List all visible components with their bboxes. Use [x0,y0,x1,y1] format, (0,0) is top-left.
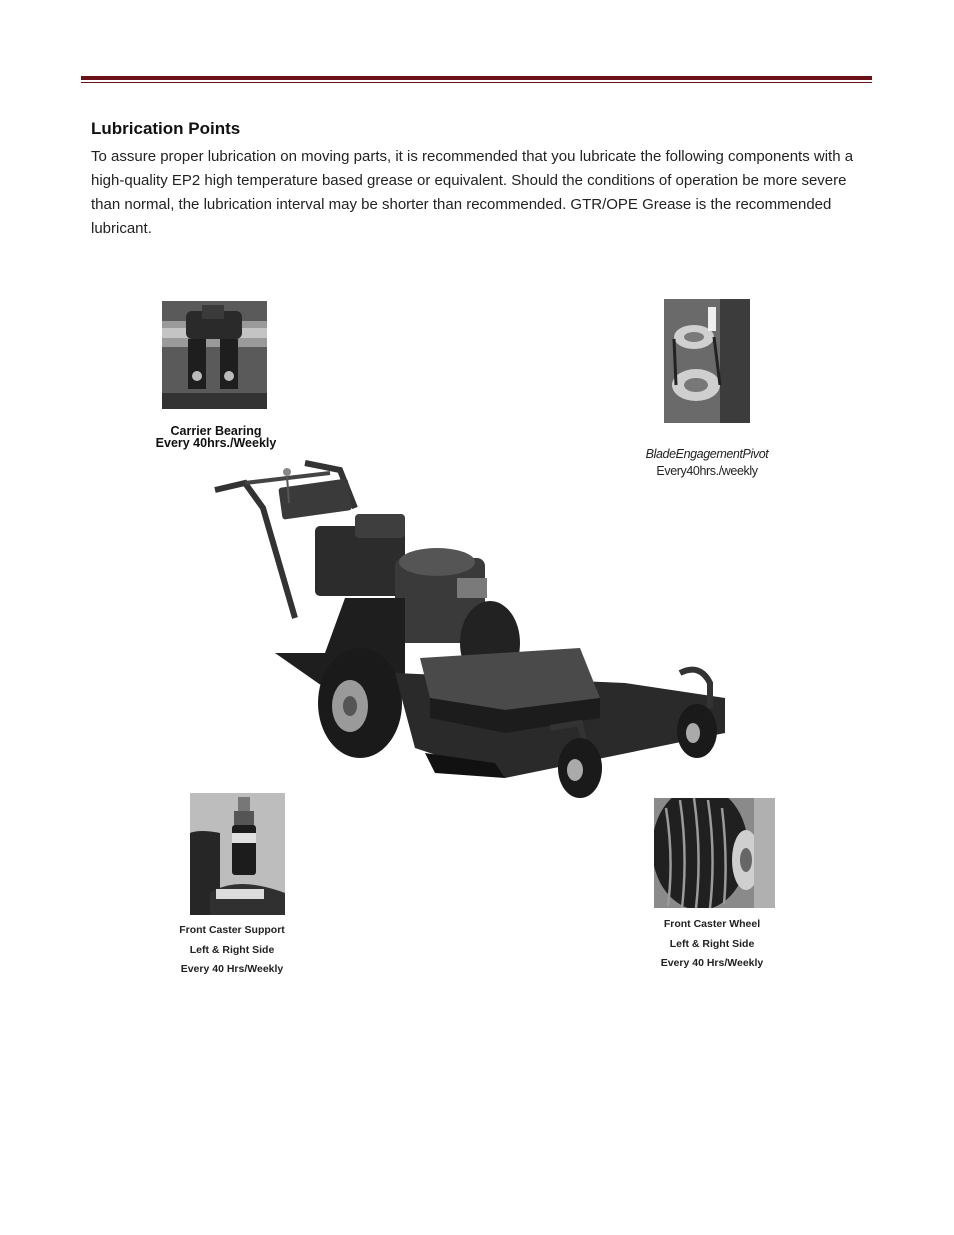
intro-paragraph: To assure proper lubrication on moving parts, it is recommended that you lubricate the following components with a high-quality EP2 high temperature based grease or equivalent. Should the conditions of operation be more severe than normal, the lubrication interval may be shorter than recommended. GTR/OPE Grease is the recommended lubricant. [91,148,854,237]
front-caster-wheel-name: Front Caster Wheel [663,918,761,930]
blade-engagement-pivot-interval: Every40hrs./weekly [656,464,758,478]
front-caster-support-name: Front Caster Support [179,924,285,936]
blade-engagement-pivot-photo [664,299,750,423]
front-caster-wheel-caption [632,915,792,974]
header-rule-thin [81,82,872,83]
carrier-bearing-photo [162,301,267,409]
carrier-bearing-caption [136,425,296,449]
front-caster-wheel-interval: Every 40 Hrs/Weekly [660,957,764,969]
walk-behind-mower-illustration [205,448,745,806]
carrier-bearing-interval: Every 40hrs./Weekly [155,436,277,450]
blade-engagement-pivot-caption [612,446,802,480]
page-title: Lubrication Points [91,119,241,138]
front-caster-support-side: Left & Right Side [189,943,275,956]
front-caster-wheel-photo [654,798,775,908]
front-caster-support-photo [190,793,285,915]
front-caster-wheel-side: Left & Right Side [669,937,755,950]
front-caster-support-interval: Every 40 Hrs/Weekly [180,963,284,975]
blade-engagement-pivot-name: BladeEngagementPivot [645,447,769,461]
front-caster-support-caption [152,921,312,980]
carrier-bearing-name: Carrier Bearing [170,424,262,438]
header-rule [81,76,872,80]
